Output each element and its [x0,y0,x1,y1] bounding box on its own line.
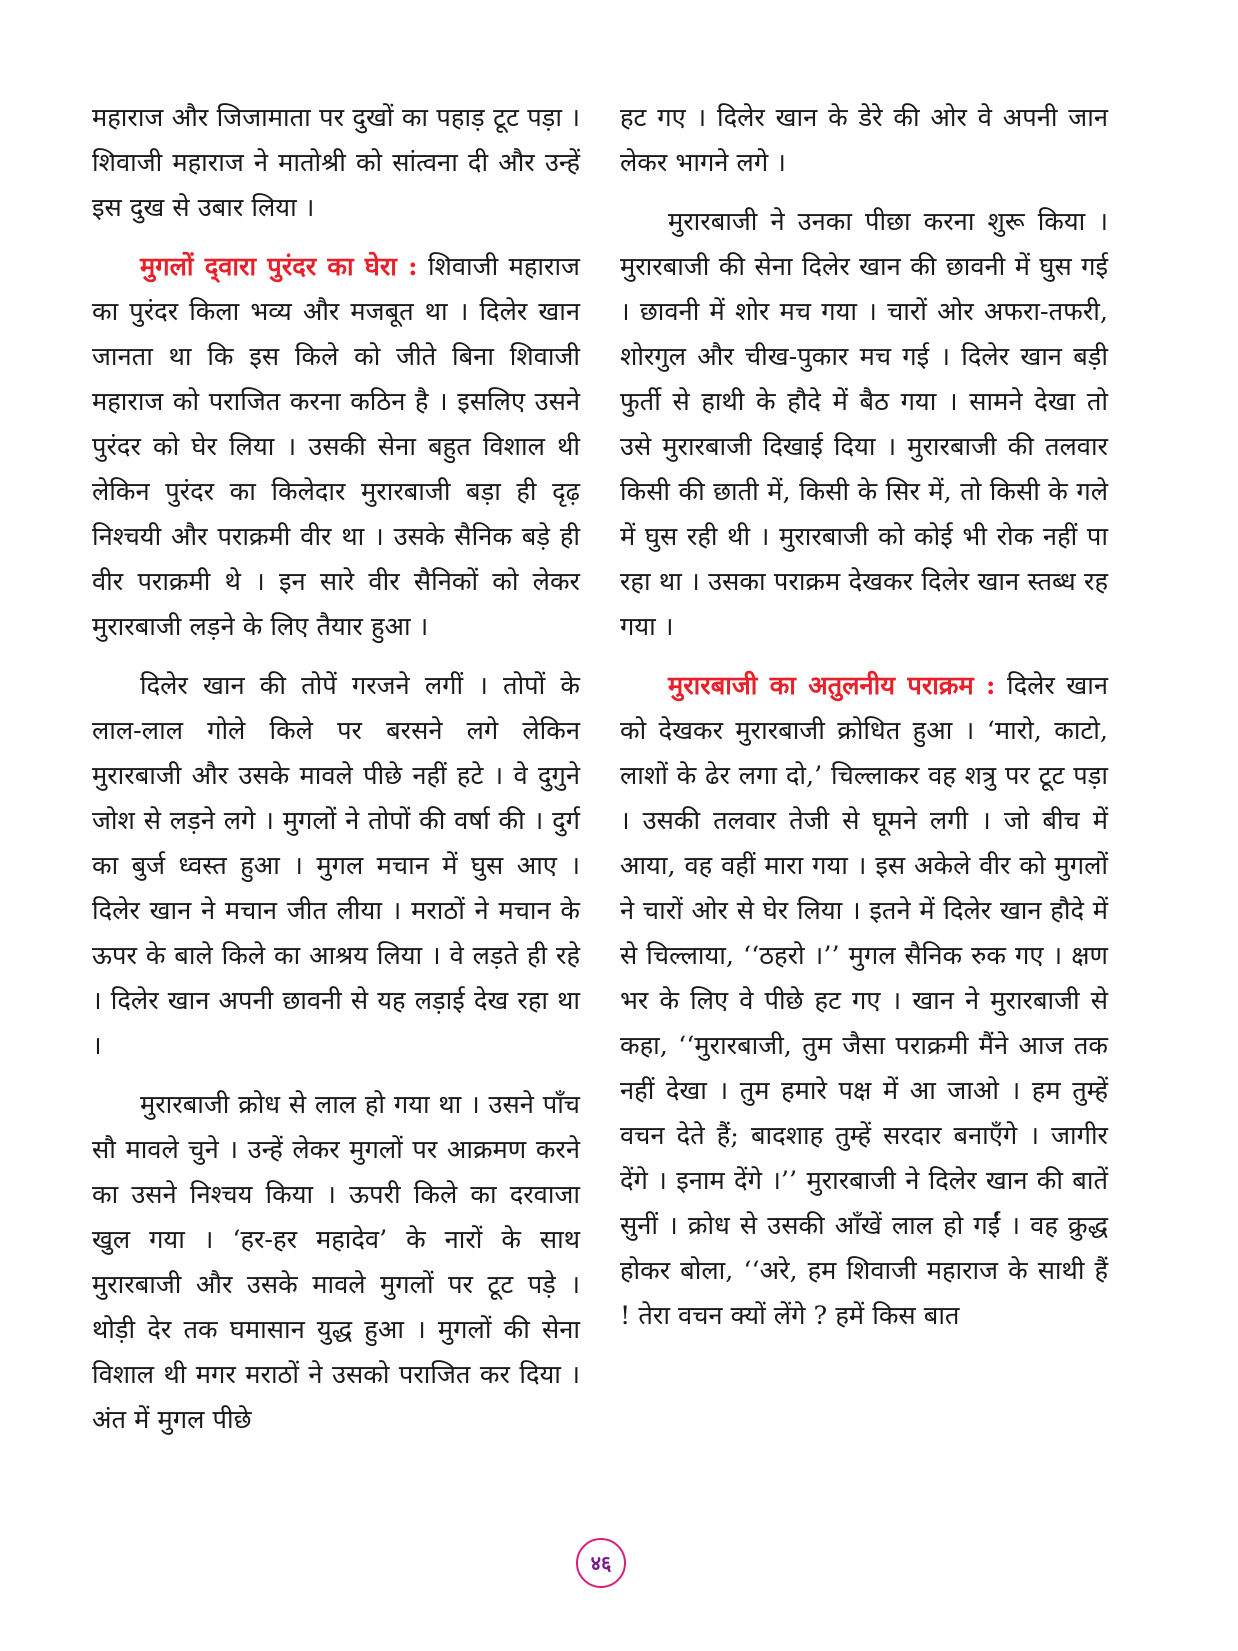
paragraph: दिलेर खान की तोपें गरजने लगीं । तोपों के लाल-लाल गोले किले पर बरसने लगे लेकिन मुरारबाजी और उसके मावले पीछे नहीं हटे । वे दुगुने जोश से लड़ने लगे । मुगलों ने तोपों की वर्षा की । दुर्ग का बुर्ज ध्वस्त हुआ । मुगल मचान में घुस आए । दिलेर खान ने मचान जीत लीया । मराठों ने मचान के ऊपर के बाले किले का आश्रय लिया । वे लड़ते ही रहे । दिलेर खान अपनी छावनी से यह लड़ाई देख रहा था । [92,671,580,1061]
paragraph: मुरारबाजी क्रोध से लाल हो गया था । उसने पाँच सौ मावले चुने । उन्हें लेकर मुगलों पर आक्रमण करने का उसने निश्चय किया । ऊपरी किले का दरवाजा खुल गया । ‘हर-हर महादेव’ के नारों के साथ मुरारबाजी और उसके मावले मुगलों पर टूट पड़े । थोड़ी देर तक घमासान युद्ध हुआ । मुगलों की सेना विशाल थी मगर मराठों ने उसको पराजित कर दिया । अंत में मुगल पीछे [92,1090,580,1435]
left-column [92,96,580,1457]
paragraph: हट गए । दिलेर खान के डेरे की ओर वे अपनी जान लेकर भागने लगे । [620,103,1108,178]
paragraph-body: दिलेर खान को देखकर मुरारबाजी क्रोधित हुआ । ‘मारो, काटो, लाशों के ढेर लगा दो,’ चिल्लाकर वह शत्रु पर टूट पड़ा । उसकी तलवार तेजी से घूमने लगी । जो बीच में आया, वह वहीं मारा गया । इस अकेले वीर को मुगलों ने चारों ओर से घेर लिया । इतने में दिलेर खान हौदे में से चिल्लाया, ‘‘ठहरो ।’’ मुगल सैनिक रुक गए । क्षण भर के लिए वे पीछे हट गए । खान ने मुरारबाजी से कहा, ‘‘मुरारबाजी, तुम जैसा पराक्रमी मैंने आज तक नहीं देखा । तुम हमारे पक्ष में आ जाओ । हम तुम्हें वचन देते हैं; बादशाह तुम्हें सरदार बनाएँगे । जागीर देंगे । इनाम देंगे ।’’ मुरारबाजी ने दिलेर खान की बातें सुनीं । क्रोध से उसकी आँखें लाल हो गईं । वह क्रुद्ध होकर बोला, ‘‘अरे, हम शिवाजी महाराज के साथी हैं ! तेरा वचन क्यों लेंगे ? हमें किस बात [620,671,1108,1331]
page-number: ४६ [576,1538,626,1588]
section-heading: मुगलों द्‌वारा पुरंदर का घेरा : [140,252,418,282]
paragraph: महाराज और जिजामाता पर दुखों का पहाड़ टूट पड़ा । शिवाजी महाराज ने मातोश्री को सांत्वना दी और उन्हें इस दुख से उबार लिया । [92,103,580,223]
paragraph [92,245,580,650]
paragraph [620,664,1108,1339]
paragraph: मुरारबाजी ने उनका पीछा करना शुरू किया । मुरारबाजी की सेना दिलेर खान की छावनी में घुस गई । छावनी में शोर मच गया । चारों ओर अफरा-तफरी, शोरगुल और चीख-पुकार मच गई । दिलेर खान बड़ी फुर्ती से हाथी के हौदे में बैठ गया । सामने देखा तो उसे मुरारबाजी दिखाई दिया । मुरारबाजी की तलवार किसी की छाती में, किसी के सिर में, तो किसी के गले में घुस रही थी । मुरारबाजी को कोई भी रोक नहीं पा रहा था । उसका पराक्रम देखकर दिलेर खान स्तब्ध रह गया । [620,207,1108,642]
right-column [620,96,1108,1353]
section-heading: मुरारबाजी का अतुलनीय पराक्रम : [668,671,996,701]
paragraph-body: शिवाजी महाराज का पुरंदर किला भव्य और मजबूत था । दिलेर खान जानता था कि इस किले को जीते बिना शिवाजी महाराज को पराजित करना कठिन है । इसलिए उसने पुरंदर को घेर लिया । उसकी सेना बहुत विशाल थी लेकिन पुरंदर का किलेदार मुरारबाजी बड़ा ही दृढ़ निश्चयी और पराक्रमी वीर था । उसके सैनिक बड़े ही वीर पराक्रमी थे । इन सारे वीर सैनिकों को लेकर मुरारबाजी लड़ने के लिए तैयार हुआ । [92,252,580,642]
